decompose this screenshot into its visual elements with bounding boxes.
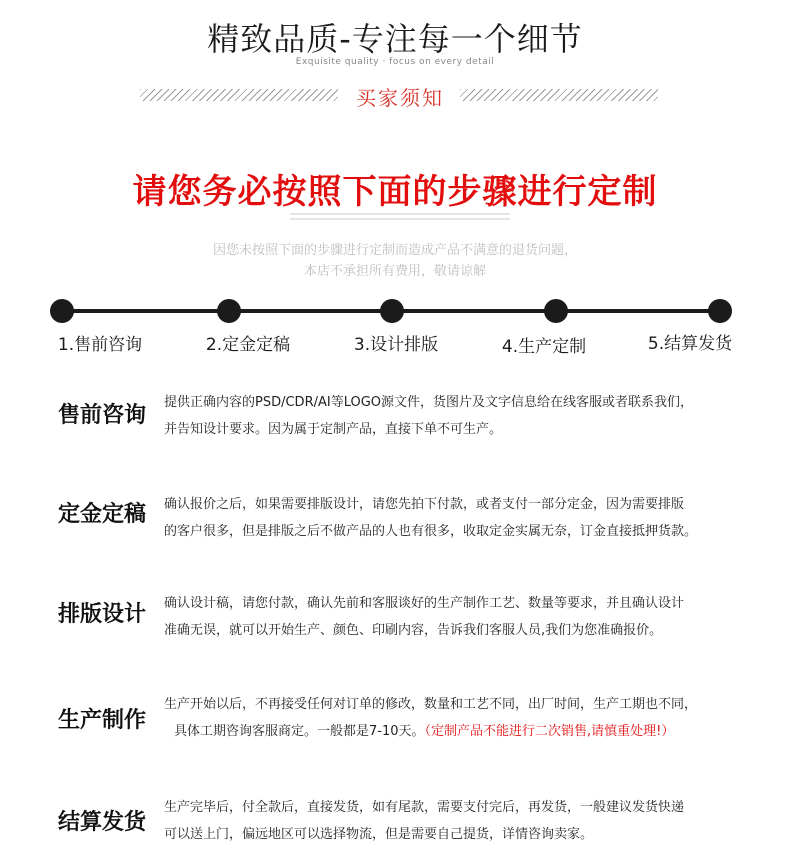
section-line: 可以送上门，偏远地区可以选择物流，但是需要自己提货，详情咨询卖家。	[164, 827, 594, 842]
timeline-dot	[544, 299, 568, 323]
faint-decoration	[290, 213, 510, 225]
page-title: 精致品质-专注每一个细节	[207, 20, 583, 58]
timeline-step-label: 4.生产定制	[501, 337, 587, 357]
section-line: 确认设计稿，请您付款，确认先前和客服谈好的生产制作工艺、数量等要求，并且确认设计	[164, 596, 685, 611]
section-line: 确认报价之后，如果需要排版设计，请您先拍下付款，或者支付一部分定金，因为需要排版	[164, 497, 685, 512]
section-title: 结算发货	[58, 810, 147, 835]
section-line-text: 具体工期咨询客服商定。一般都是7-10天。	[174, 724, 425, 739]
timeline-dot	[217, 299, 241, 323]
headline: 请您务必按照下面的步骤进行定制	[132, 172, 658, 212]
section-body	[164, 590, 764, 644]
timeline-dot	[380, 299, 404, 323]
section-body	[164, 389, 764, 443]
disclaimer-line: 本店不承担所有费用，敬请谅解	[303, 264, 486, 279]
section-line: 准确无误，就可以开始生产、颜色、印刷内容，告诉我们客服人员,我们为您准确报价。	[164, 623, 663, 638]
section-title: 售前咨询	[58, 403, 147, 428]
section-title: 排版设计	[58, 602, 147, 627]
disclaimer-line: 因您未按照下面的步骤进行定制而造成产品不满意的退货问题，	[212, 243, 577, 258]
section-title: 生产制作	[58, 708, 147, 733]
timeline-dot	[708, 299, 732, 323]
section-title: 定金定稿	[58, 502, 147, 527]
section-line: 生产开始以后，不再接受任何对订单的修改，数量和工艺不同，出厂时间，生产工期也不同，	[164, 697, 698, 712]
section-line: 的客户很多，但是排版之后不做产品的人也有很多，收取定金实属无奈，订金直接抵押货款。	[164, 524, 698, 539]
timeline-step-label: 3.设计排版	[353, 335, 439, 355]
divider-hatch-right	[460, 89, 658, 101]
section-body	[164, 691, 764, 745]
section-line: 提供正确内容的PSD/CDR/AI等LOGO源文件，货图片及文字信息给在线客服或者联系我们，	[164, 395, 694, 410]
timeline-dot	[50, 299, 74, 323]
timeline-step-label: 2.定金定稿	[205, 335, 291, 355]
page-subtitle: Exquisite quality · focus on every detail	[295, 57, 495, 67]
divider-hatch-left	[140, 89, 338, 101]
section-line	[164, 718, 764, 745]
section-body	[164, 491, 764, 545]
section-line: 生产完毕后，付全款后，直接发货，如有尾款，需要支付完后，再发货，一般建议发货快递	[164, 800, 685, 815]
section-body	[164, 794, 764, 848]
disclaimer	[0, 240, 790, 282]
section-line: 并告知设计要求。因为属于定制产品，直接下单不可生产。	[164, 422, 503, 437]
timeline-step-label: 5.结算发货	[647, 334, 733, 354]
timeline-step-label: 1.售前咨询	[57, 335, 143, 355]
warning-text: （定制产品不能进行二次销售,请慎重处理!）	[424, 724, 675, 739]
buyer-notice-label: 买家须知	[356, 86, 444, 110]
